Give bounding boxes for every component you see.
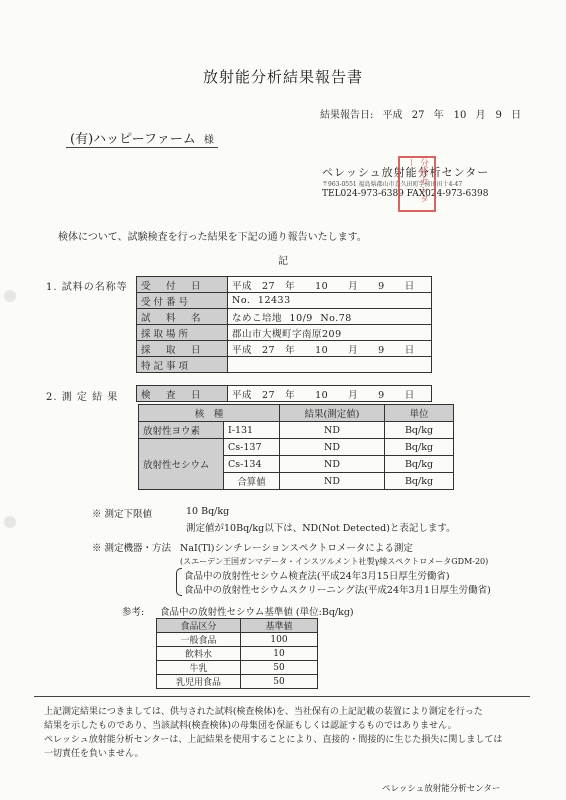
table-header-row xyxy=(139,405,454,422)
unit-cell: Bq/kg xyxy=(385,422,454,439)
header-result: 結果(測定値) xyxy=(280,405,385,422)
category-cell: 一般食品 xyxy=(157,633,241,647)
center-address: 〒963-0551 福島県郡山市喜久田町字前田田十4-47 xyxy=(322,181,463,188)
result-cell: ND xyxy=(280,439,385,456)
row-key: 検 査 日 xyxy=(137,386,228,402)
recipient-underline xyxy=(66,147,218,148)
table-row xyxy=(137,386,432,402)
equipment-label: ※ 測定機器・方法 xyxy=(92,543,172,554)
nuclide-cell: Cs-134 xyxy=(224,456,280,473)
unit-cell: Bq/kg xyxy=(385,456,454,473)
row-key: 特記事項 xyxy=(137,357,228,373)
reference-standards-table xyxy=(156,618,318,689)
table-row xyxy=(157,661,318,675)
method-line2: 食品中の放射性セシウムスクリーニング法(平成24年3月1日厚生労働省) xyxy=(184,585,491,596)
header-nuclide: 核 種 xyxy=(139,405,280,422)
row-value: 平成 27 年 10 月 9 日 xyxy=(228,341,432,357)
method-line1: 食品中の放射性セシウム検査法(平成24年3月15日厚生労働省) xyxy=(184,571,450,582)
table-row xyxy=(139,422,454,439)
header-unit: 単位 xyxy=(385,405,454,422)
intro-text: 検体について、試験検査を行った結果を下記の通り報告いたします。 xyxy=(58,232,367,243)
table-row xyxy=(137,309,432,325)
limit-label: ※ 測定下限値 xyxy=(92,509,153,520)
disclaimer-line: ペレッシュ放射能分析センターは、上記結果を使用することにより、直接的・間接的に生じた損失に関しましては xyxy=(44,735,503,745)
report-date: 結果報告日: 平成 27 年 10 月 9 日 xyxy=(320,110,522,121)
recipient-honorific: 様 xyxy=(203,135,214,146)
limit-description: 測定値が10Bq/kg以下は、ND(Not Detected)と表記します。 xyxy=(186,523,456,534)
value-cell: 100 xyxy=(241,633,318,647)
disclaimer-line: 結果を示したものであり、当該試料(検査検体)の母集団を保証もしくは認証するものではありません。 xyxy=(44,721,457,731)
table-row xyxy=(157,647,318,661)
punch-hole xyxy=(4,516,16,528)
disclaimer-line: 一切責任を負いません。 xyxy=(44,749,144,759)
row-value: 平成 27 年 10 月 9 日 xyxy=(228,386,432,402)
row-value xyxy=(228,357,432,373)
center-name: ペレッシュ放射能分析センター xyxy=(322,166,490,179)
table-row xyxy=(137,325,432,341)
table-row xyxy=(139,439,454,456)
row-key: 採取場所 xyxy=(137,325,228,341)
unit-cell: Bq/kg xyxy=(385,473,454,490)
results-table xyxy=(138,404,454,490)
equipment-line1: NaI(Tl)シンチレーションスペクトロメータによる測定 xyxy=(180,543,413,554)
unit-cell: Bq/kg xyxy=(385,439,454,456)
inspection-date-table xyxy=(136,385,432,402)
category-cell: 乳児用食品 xyxy=(157,675,241,689)
method-bracket xyxy=(176,568,182,596)
row-value: なめこ培地 10/9 No.78 xyxy=(228,309,432,325)
section2-title: 2. 測 定 結 果 xyxy=(46,392,119,403)
table-row xyxy=(157,633,318,647)
category-cell: 牛乳 xyxy=(157,661,241,675)
category-cell: 飲料水 xyxy=(157,647,241,661)
recipient-name: (有)ハッピーファーム xyxy=(70,132,196,147)
recipient xyxy=(70,128,214,147)
equipment-line2: (スエーデン王国ガンマデータ・インスツルメント社製γ線スペクトロメータGDM-20) xyxy=(180,557,489,566)
row-key: 採 取 日 xyxy=(137,341,228,357)
footer-center-name: ペレッシュ放射能分析センター xyxy=(382,784,501,794)
value-cell: 50 xyxy=(241,675,318,689)
disclaimer-line: 上記測定結果につきましては、供与された試料(検査検体)を、当社保有の上記記載の装置により測定を行った xyxy=(44,707,483,717)
row-key: 受 付 日 xyxy=(137,277,228,293)
table-row xyxy=(137,357,432,373)
table-row xyxy=(137,277,432,293)
value-cell: 50 xyxy=(241,661,318,675)
punch-hole xyxy=(4,290,16,302)
group-cesium: 放射性セシウム xyxy=(139,439,224,490)
nuclide-cell: Cs-137 xyxy=(224,439,280,456)
result-cell: ND xyxy=(280,456,385,473)
reference-title: 食品中の放射性セシウム基準値 (単位:Bq/kg) xyxy=(160,607,354,618)
company-seal-stamp xyxy=(398,156,436,212)
table-row xyxy=(157,675,318,689)
nuclide-cell: 合算値 xyxy=(224,473,280,490)
result-cell: ND xyxy=(280,422,385,439)
row-key: 試 料 名 xyxy=(137,309,228,325)
report-title: 放射能分析結果報告書 xyxy=(202,68,363,86)
row-value: 平成 27 年 10 月 9 日 xyxy=(228,277,432,293)
center-tel: TEL024-973-6389 FAX024-973-6398 xyxy=(322,189,489,199)
header-value: 基準値 xyxy=(241,619,318,633)
ki-heading: 記 xyxy=(278,256,288,267)
nuclide-cell: I-131 xyxy=(224,422,280,439)
table-header-row xyxy=(157,619,318,633)
row-value: 郡山市大槻町字南原209 xyxy=(228,325,432,341)
value-cell: 10 xyxy=(241,647,318,661)
result-cell: ND xyxy=(280,473,385,490)
limit-value: 10 Bq/kg xyxy=(186,506,230,517)
section1-title: 1. 試料の名称等 xyxy=(46,282,128,293)
stamp-text: 分析センター xyxy=(405,158,428,203)
table-row xyxy=(137,293,432,309)
header-category: 食品区分 xyxy=(157,619,241,633)
sample-info-table xyxy=(136,276,432,373)
table-row xyxy=(137,341,432,357)
row-value: No. 12433 xyxy=(228,293,432,309)
reference-label: 参考: xyxy=(122,607,145,618)
group-iodine: 放射性ヨウ素 xyxy=(139,422,224,439)
row-key: 受付番号 xyxy=(137,293,228,309)
